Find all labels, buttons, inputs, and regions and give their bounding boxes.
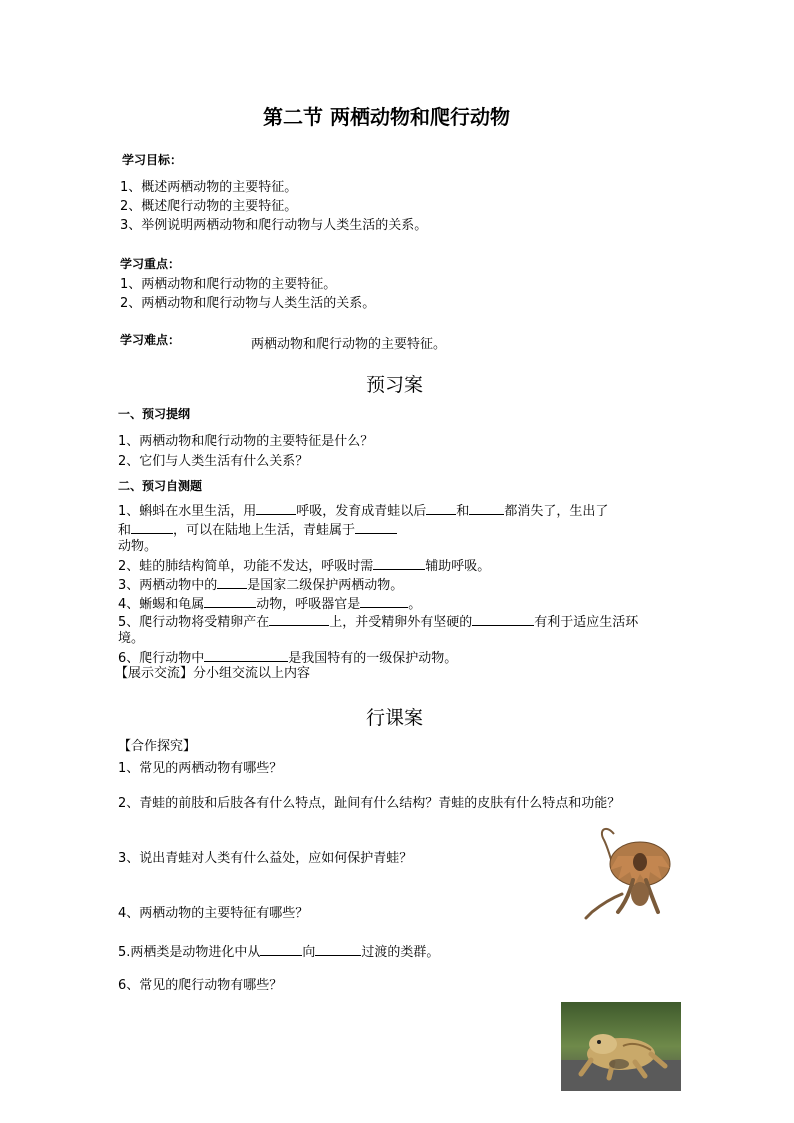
answer-blank[interactable] — [204, 650, 288, 662]
selftest-q2: 2、蛙的肺结构简单，功能不发达，呼吸时需 辅助呼吸。 — [118, 559, 491, 574]
answer-blank[interactable] — [360, 596, 408, 608]
key-points-heading: 学习重点： — [120, 257, 181, 271]
answer-blank[interactable] — [131, 522, 173, 534]
selftest-q3: 3、两栖动物中的 是国家二级保护两栖动物。 — [118, 578, 404, 593]
frilled-lizard-image — [578, 822, 678, 927]
selftest-q6: 6、爬行动物中 是我国特有的一级保护动物。 — [118, 651, 458, 666]
preview-title: 预习案 — [366, 374, 424, 396]
objective-item: 2、概述爬行动物的主要特征。 — [120, 199, 298, 214]
explore-q3: 3、说出青蛙对人类有什么益处，应如何保护青蛙？ — [118, 851, 413, 866]
answer-blank[interactable] — [426, 503, 456, 515]
objective-item: 3、举例说明两栖动物和爬行动物与人类生活的关系。 — [120, 218, 428, 233]
selftest-q1-line1: 1、蝌蚪在水里生活，用 呼吸，发育成青蛙以后 和 都消失了，生出了 — [118, 504, 609, 519]
key-point-item: 1、两栖动物和爬行动物的主要特征。 — [120, 277, 337, 292]
lesson-title: 行课案 — [366, 707, 424, 729]
explore-q2: 2、青蛙的前肢和后肢各有什么特点，趾间有什么结构？青蛙的皮肤有什么特点和功能？ — [118, 796, 621, 811]
outline-item: 1、两栖动物和爬行动物的主要特征是什么？ — [118, 434, 374, 449]
difficulty-text: 两栖动物和爬行动物的主要特征。 — [251, 337, 447, 352]
selftest-q4: 4、蜥蜴和龟属 动物，呼吸器官是 。 — [118, 597, 422, 612]
explore-heading: 【合作探究】 — [118, 739, 197, 754]
answer-blank[interactable] — [269, 614, 329, 626]
explore-q5: 5.两栖类是动物进化中从 向 过渡的类群。 — [118, 945, 440, 960]
answer-blank[interactable] — [472, 614, 534, 626]
answer-blank[interactable] — [469, 503, 504, 515]
answer-blank[interactable] — [204, 596, 256, 608]
outline-item: 2、它们与人类生活有什么关系？ — [118, 454, 309, 469]
difficulty-heading: 学习难点： — [120, 333, 181, 347]
outline-heading: 一、预习提纲 — [118, 407, 191, 421]
answer-blank[interactable] — [256, 503, 296, 515]
answer-blank[interactable] — [355, 522, 397, 534]
explore-q1: 1、常见的两栖动物有哪些？ — [118, 761, 283, 776]
lizard-road-image — [561, 1002, 681, 1091]
page-title: 第二节 两栖动物和爬行动物 — [263, 105, 510, 129]
selftest-q5-line2: 境。 — [118, 631, 145, 646]
answer-blank[interactable] — [260, 944, 302, 956]
exchange-note: 【展示交流】分小组交流以上内容 — [115, 666, 311, 681]
selftest-heading: 二、预习自测题 — [118, 479, 203, 493]
explore-q4: 4、两栖动物的主要特征有哪些？ — [118, 906, 309, 921]
answer-blank[interactable] — [217, 577, 247, 589]
selftest-q1-line3: 动物。 — [118, 539, 158, 554]
answer-blank[interactable] — [373, 558, 425, 570]
key-point-item: 2、两栖动物和爬行动物与人类生活的关系。 — [120, 296, 376, 311]
objectives-heading: 学习目标： — [122, 153, 183, 167]
selftest-q1-line2: 和 ，可以在陆地上生活，青蛙属于 — [118, 522, 397, 537]
objective-item: 1、概述两栖动物的主要特征。 — [120, 180, 298, 195]
selftest-q5: 5、爬行动物将受精卵产在 上，并受精卵外有坚硬的 有利于适应生活环 — [118, 615, 639, 630]
answer-blank[interactable] — [315, 944, 361, 956]
explore-q6: 6、常见的爬行动物有哪些？ — [118, 978, 283, 993]
